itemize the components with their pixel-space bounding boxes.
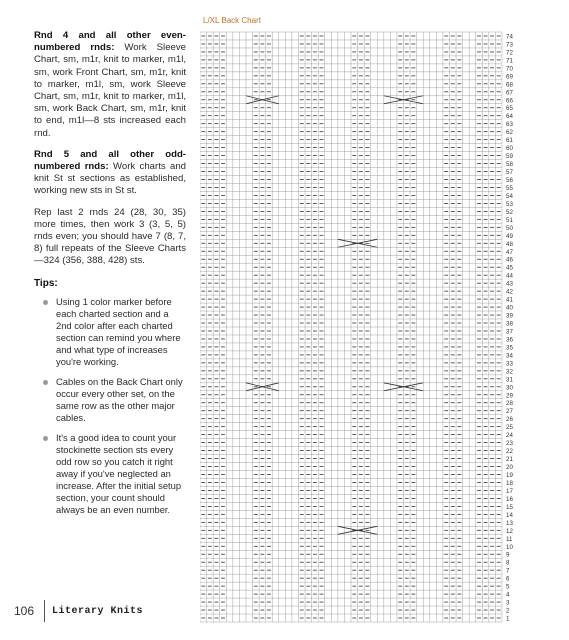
row-number-label: 59 — [506, 153, 513, 161]
row-number-label: 24 — [506, 432, 513, 440]
row-number-label: 46 — [506, 256, 513, 264]
row-number-label: 13 — [506, 519, 513, 527]
row-number-label: 36 — [506, 336, 513, 344]
row-number-label: 8 — [506, 559, 510, 567]
row-number-label: 22 — [506, 448, 513, 456]
row-number-label: 29 — [506, 392, 513, 400]
row-number-label: 3 — [506, 599, 510, 607]
row-number-label: 27 — [506, 408, 513, 416]
row-number-label: 57 — [506, 169, 513, 177]
book-title: Literary Knits — [52, 606, 144, 617]
row-number-label: 4 — [506, 591, 510, 599]
row-number-label: 69 — [506, 73, 513, 81]
row-number-label: 70 — [506, 65, 513, 73]
row-number-label: 52 — [506, 208, 513, 216]
row-number-label: 25 — [506, 424, 513, 432]
row-number-label: 43 — [506, 280, 513, 288]
row-number-label: 68 — [506, 81, 513, 89]
row-number-label: 49 — [506, 232, 513, 240]
row-number-label: 45 — [506, 264, 513, 272]
instructions-column — [34, 30, 186, 524]
row-number-label: 6 — [506, 575, 510, 583]
row-number-label: 34 — [506, 352, 513, 360]
row-number-label: 35 — [506, 344, 513, 352]
row-number-label: 42 — [506, 288, 513, 296]
row-number-label: 26 — [506, 416, 513, 424]
knitting-chart — [200, 30, 535, 624]
row-number-label: 55 — [506, 184, 513, 192]
row-number-label: 10 — [506, 543, 513, 551]
row-number-label: 20 — [506, 464, 513, 472]
row-number-label: 67 — [506, 89, 513, 97]
row-number-label: 17 — [506, 487, 513, 495]
row-number-label: 71 — [506, 57, 513, 65]
row-number-label: 39 — [506, 312, 513, 320]
row-number-label: 32 — [506, 368, 513, 376]
row-number-label: 12 — [506, 527, 513, 535]
knitting-chart-grid — [200, 30, 535, 624]
row-number-label: 16 — [506, 495, 513, 503]
row-number-label: 1 — [506, 615, 510, 623]
row-number-label: 72 — [506, 49, 513, 57]
instruction-paragraph-2: Rnd 5 and all other odd-numbered rnds: Work charts and knit St st sections as established, working new sts in St st. — [34, 148, 186, 197]
row-number-label: 60 — [506, 145, 513, 153]
row-number-label: 64 — [506, 113, 513, 121]
instruction-paragraph-1: Rnd 4 and all other even-numbered rnds: Work Sleeve Chart, sm, m1r, knit to marker, m1l, sm, work Front Chart, sm, m1r, knit to marker, m1l, sm, work Sleeve Chart, sm, m1r, knit to marker, m1l, sm, work Back Chart, sm, m1r, knit to end, m1l—8 sts increased each rnd. — [34, 30, 186, 139]
row-number-label: 5 — [506, 583, 510, 591]
tips-list — [34, 296, 186, 516]
row-number-label: 63 — [506, 121, 513, 129]
row-number-label: 56 — [506, 177, 513, 184]
row-number-label: 28 — [506, 400, 513, 408]
row-number-label: 61 — [506, 137, 513, 145]
row-number-label: 21 — [506, 456, 513, 464]
row-number-label: 14 — [506, 511, 513, 519]
row-number-label: 48 — [506, 240, 513, 248]
row-number-label: 40 — [506, 304, 513, 312]
page-number: 106 — [14, 604, 35, 618]
row-number-label: 54 — [506, 192, 513, 200]
row-number-label: 66 — [506, 97, 513, 105]
row-number-label: 53 — [506, 200, 513, 208]
row-number-label: 47 — [506, 248, 513, 256]
row-number-label: 2 — [506, 607, 510, 615]
footer-divider — [44, 600, 45, 622]
row-number-label: 18 — [506, 479, 513, 487]
row-number-label: 73 — [506, 41, 513, 49]
row-number-label: 37 — [506, 328, 513, 336]
row-number-label: 58 — [506, 161, 513, 169]
chart-title: L/XL Back Chart — [203, 16, 261, 25]
instruction-paragraph-3: Rep last 2 rnds 24 (28, 30, 35) more times, then work 3 (3, 5, 5) rnds even; you should have 7 (8, 7, 8) full repeats of the Sleeve Charts—324 (356, 388, 428) sts. — [34, 206, 186, 267]
row-number-label: 44 — [506, 272, 513, 280]
row-number-label: 15 — [506, 503, 513, 511]
row-number-label: 31 — [506, 376, 513, 384]
row-number-label: 51 — [506, 216, 513, 224]
row-number-label: 38 — [506, 320, 513, 328]
row-number-label: 9 — [506, 551, 510, 559]
row-number-label: 11 — [506, 535, 513, 543]
row-number-label: 23 — [506, 440, 513, 448]
tip-item: Using 1 color marker before each charted section and a 2nd color after each charted section can remind you where and what type of increases you're working. — [56, 296, 186, 368]
row-number-label: 41 — [506, 296, 513, 304]
row-number-label: 30 — [506, 384, 513, 392]
row-number-label: 62 — [506, 129, 513, 137]
row-number-label: 7 — [506, 567, 510, 575]
row-number-label: 65 — [506, 105, 513, 113]
row-number-label: 19 — [506, 472, 513, 479]
tips-heading: Tips: — [34, 277, 58, 289]
tip-item: Cables on the Back Chart only occur every other set, on the same row as the other major cables. — [56, 376, 186, 424]
row-number-label: 33 — [506, 360, 513, 368]
row-number-label: 74 — [506, 33, 513, 41]
tip-item: It's a good idea to count your stockinette section sts every odd row so you catch it right away if you've neglected an increase. After the initial setup section, your count should always be an even number. — [56, 432, 186, 516]
row-number-label: 50 — [506, 224, 513, 232]
